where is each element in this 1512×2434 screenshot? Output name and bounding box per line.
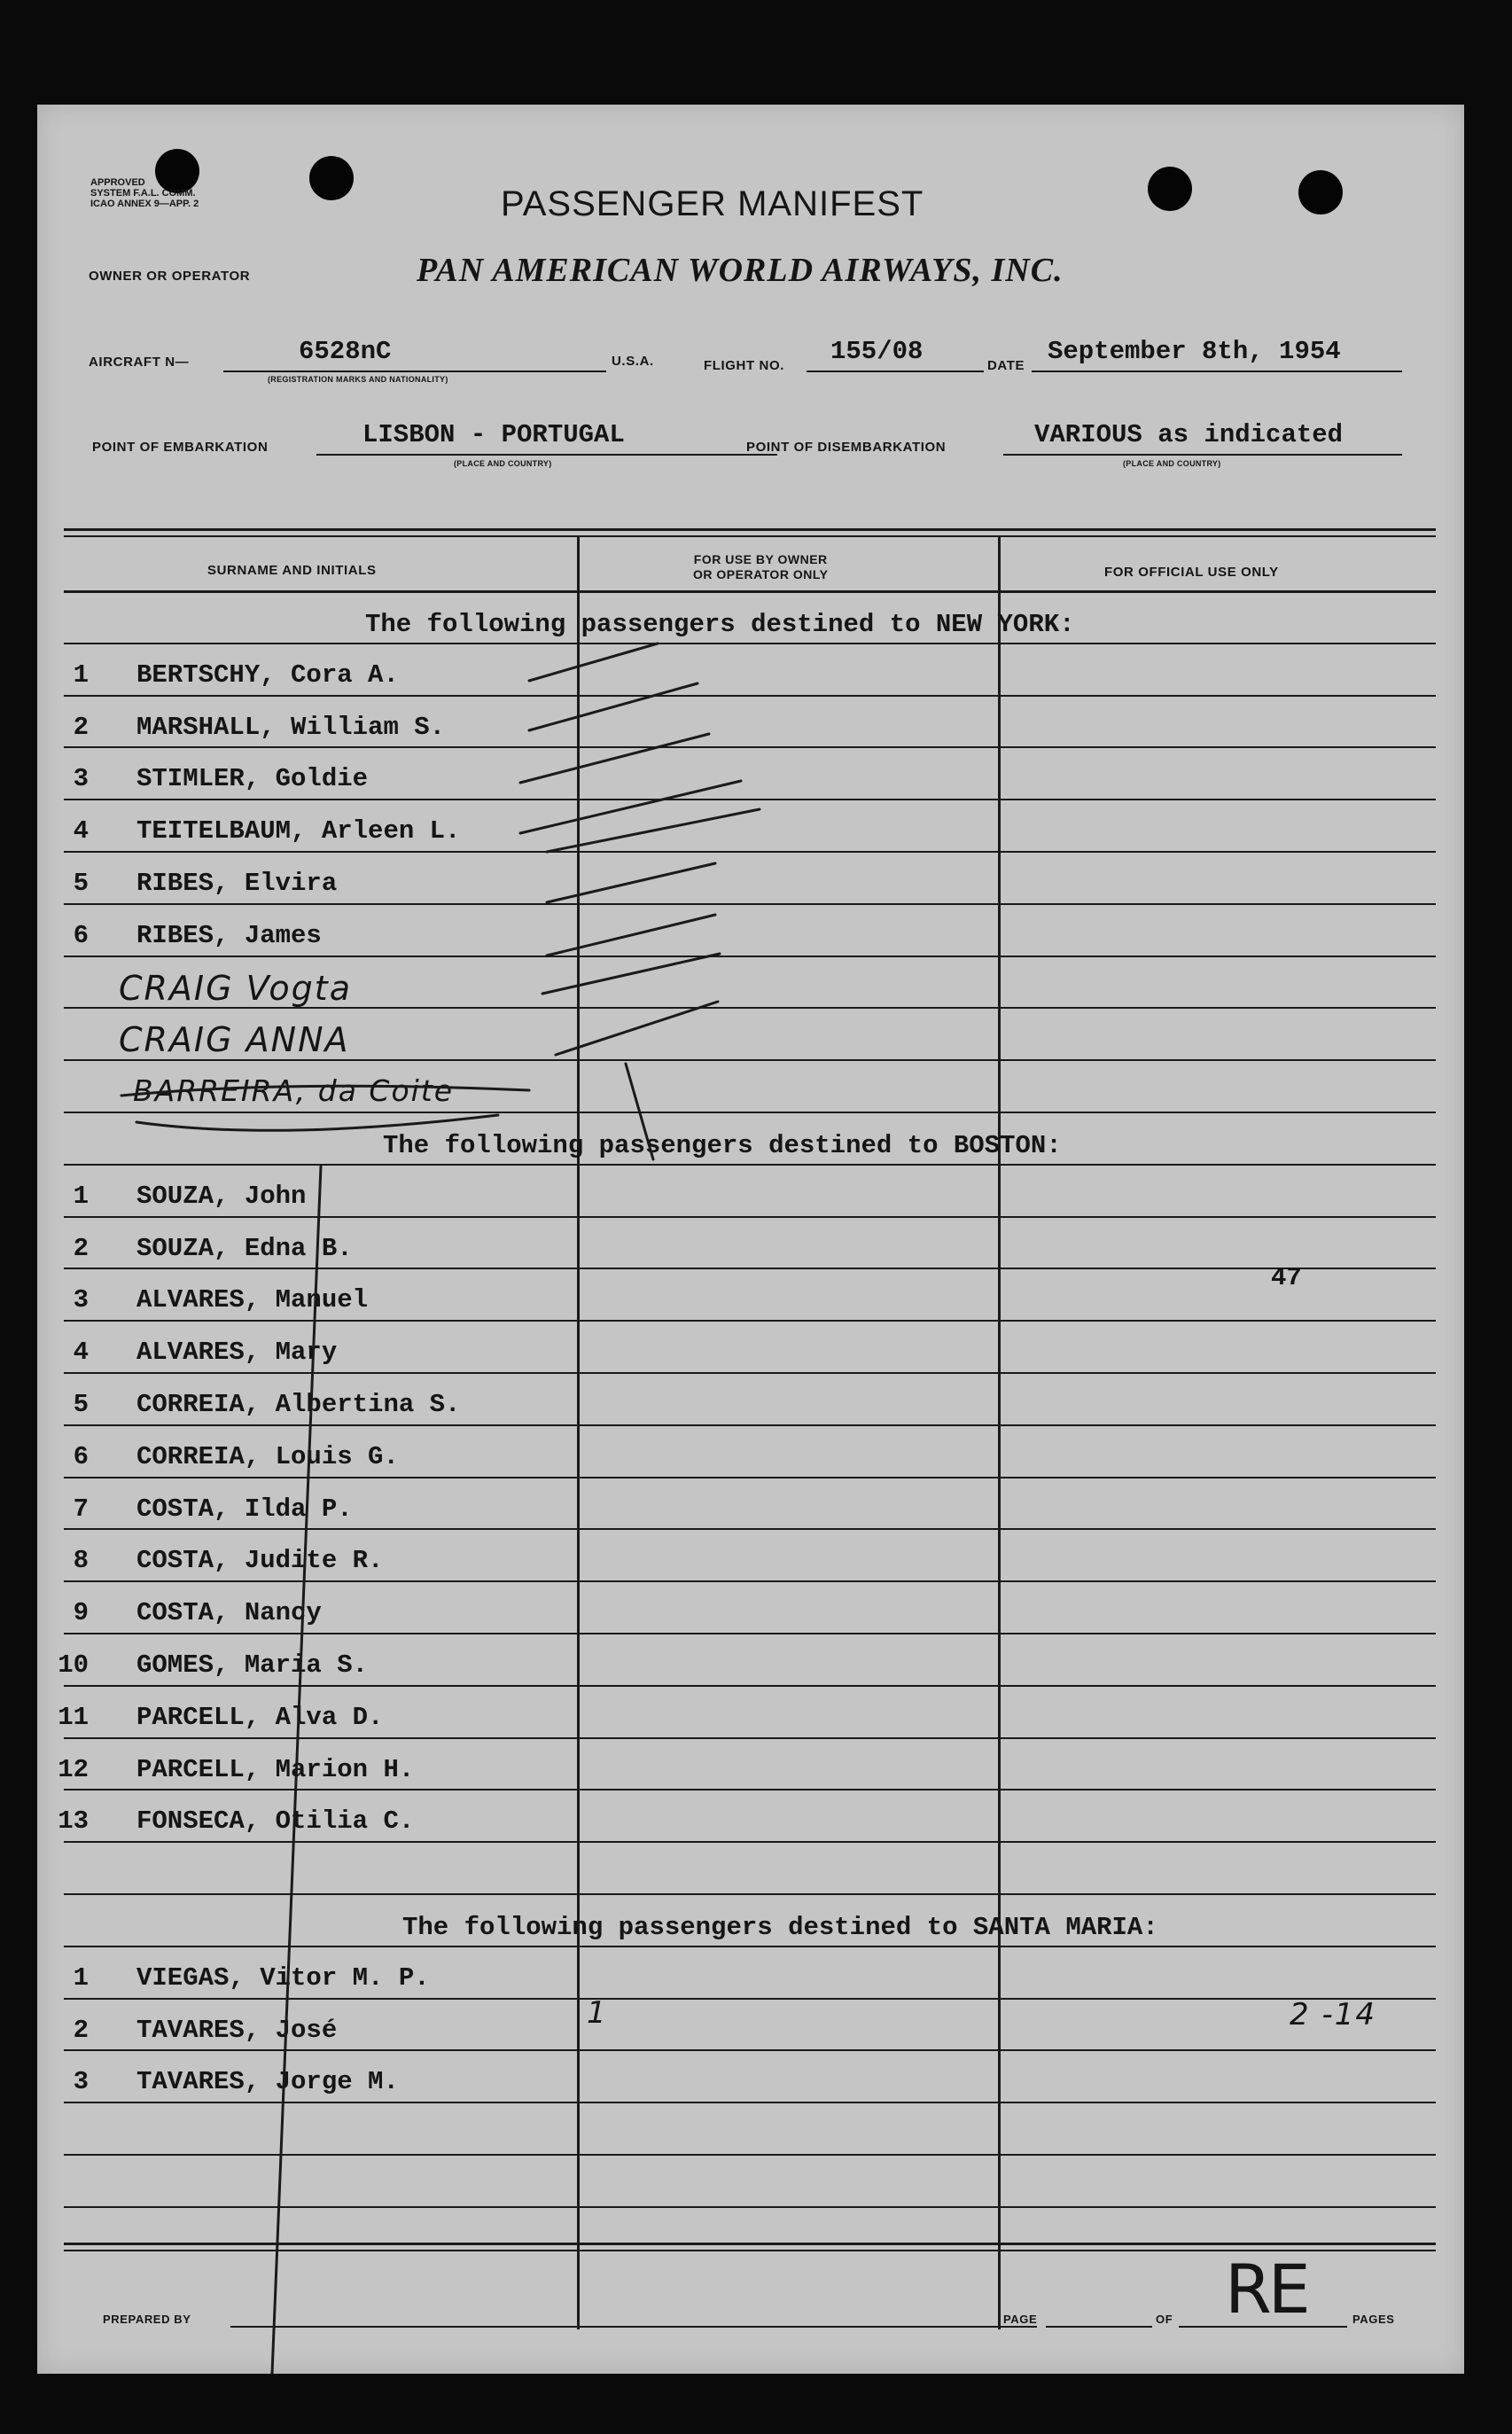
strikethrough: [121, 1086, 529, 1096]
passenger-number: 3: [73, 1285, 89, 1315]
section-heading: The following passengers destined to SANTA MARIA:: [402, 1913, 1158, 1942]
signature-initials: RE: [1225, 2250, 1307, 2329]
passenger-name: BERTSCHY, Cora A.: [136, 660, 399, 690]
operator-header-line: OR OPERATOR ONLY: [693, 567, 829, 581]
passenger-name: COSTA, Judite R.: [136, 1546, 384, 1575]
passenger-number: 11: [58, 1703, 89, 1732]
approval-line: APPROVED: [90, 177, 145, 188]
form-title: PASSENGER MANIFEST: [501, 184, 924, 223]
aircraft-label: AIRCRAFT N—: [89, 355, 190, 370]
owner-label: OWNER OR OPERATOR: [89, 269, 251, 284]
aircraft-value: 6528nC: [299, 337, 392, 366]
passenger-name: COSTA, Nancy: [136, 1598, 322, 1627]
passenger-number: 1: [73, 660, 89, 690]
passenger-number: 7: [73, 1494, 89, 1524]
flight-label: FLIGHT NO.: [704, 358, 784, 373]
official-note: 2 -14: [1290, 1997, 1376, 2032]
passenger-number: 13: [58, 1806, 89, 1836]
passenger-number: 4: [73, 816, 89, 846]
of-label: OF: [1156, 2313, 1173, 2326]
passenger-name: STIMLER, Goldie: [136, 764, 369, 793]
passenger-name: COSTA, Ilda P.: [136, 1494, 353, 1524]
handwritten-name: CRAIG ANNA: [119, 1020, 350, 1059]
pen-tick: [547, 915, 715, 956]
operator-name: PAN AMERICAN WORLD AIRWAYS, INC.: [417, 252, 1064, 289]
passenger-number: 8: [73, 1546, 89, 1575]
operator-header-line: FOR USE BY OWNER: [693, 552, 828, 566]
passenger-name: MARSHALL, William S.: [136, 713, 446, 742]
prepared-by-label: PREPARED BY: [103, 2313, 191, 2326]
date-value: September 8th, 1954: [1048, 337, 1341, 366]
disembarkation-label: POINT OF DISEMBARKATION: [746, 440, 947, 455]
passenger-number: 6: [73, 1442, 89, 1471]
embarkation-value: LISBON - PORTUGAL: [362, 420, 625, 449]
handwritten-name: CRAIG Vogta: [119, 969, 352, 1008]
passenger-number: 3: [73, 764, 89, 793]
pen-tick: [547, 863, 715, 902]
passenger-name: FONSECA, Otilia C.: [136, 1806, 415, 1836]
approval-line: SYSTEM F.A.L. COMM.: [90, 188, 196, 199]
pen-tick: [547, 809, 760, 852]
approval-line: ICAO ANNEX 9—APP. 2: [90, 199, 199, 209]
passenger-name: CORREIA, Louis G.: [136, 1442, 399, 1471]
pen-marks: [37, 105, 1464, 2374]
pen-line: [272, 1166, 321, 2374]
passenger-name: PARCELL, Alva D.: [136, 1703, 384, 1732]
disembarkation-value: VARIOUS as indicated: [1034, 420, 1344, 449]
passenger-number: 1: [73, 1182, 89, 1211]
passenger-number: 10: [58, 1650, 89, 1680]
passenger-name: PARCELL, Marion H.: [136, 1755, 415, 1784]
passenger-number: 1: [73, 1963, 89, 1993]
pen-slash: [626, 1064, 653, 1159]
passenger-name: SOUZA, Edna B.: [136, 1234, 353, 1263]
passenger-name: GOMES, Maria S.: [136, 1650, 369, 1680]
passenger-number: 5: [73, 869, 89, 898]
usa-label: U.S.A.: [612, 354, 654, 369]
passenger-name: SOUZA, John: [136, 1182, 307, 1211]
passenger-name: ALVARES, Manuel: [136, 1285, 369, 1315]
pen-tick: [542, 954, 720, 994]
passenger-name: ALVARES, Mary: [136, 1338, 338, 1367]
surname-header: SURNAME AND INITIALS: [207, 563, 377, 578]
passenger-name: RIBES, James: [136, 921, 322, 950]
passenger-number: 2: [73, 2016, 89, 2045]
passenger-name: TEITELBAUM, Arleen L.: [136, 816, 461, 846]
manifest-sheet: [37, 105, 1464, 2374]
handwritten-name-struck: BARREIRA, da Coite: [133, 1073, 455, 1108]
passenger-number: 6: [73, 921, 89, 950]
passenger-number: 5: [73, 1390, 89, 1419]
passenger-number: 3: [73, 2067, 89, 2096]
passenger-name: TAVARES, Jorge M.: [136, 2067, 399, 2096]
aircraft-sublabel: (REGISTRATION MARKS AND NATIONALITY): [268, 375, 448, 384]
official-note: 47: [1271, 1263, 1302, 1292]
pen-tick: [556, 1002, 718, 1055]
pen-tick: [520, 781, 741, 833]
section-heading: The following passengers destined to NEW YORK:: [365, 610, 1075, 639]
passenger-name: RIBES, Elvira: [136, 869, 338, 898]
official-header: FOR OFFICIAL USE ONLY: [1104, 565, 1279, 580]
passenger-number: 4: [73, 1338, 89, 1367]
pen-tick: [529, 644, 658, 681]
passenger-number: 9: [73, 1598, 89, 1627]
embarkation-sublabel: (PLACE AND COUNTRY): [454, 459, 552, 468]
embarkation-label: POINT OF EMBARKATION: [92, 440, 269, 455]
pen-tick: [520, 734, 709, 783]
operator-note: 1: [587, 1995, 608, 2031]
date-label: DATE: [987, 358, 1025, 373]
passenger-number: 12: [58, 1755, 89, 1784]
passenger-number: 2: [73, 713, 89, 742]
passenger-name: CORREIA, Albertina S.: [136, 1390, 461, 1419]
passenger-name: VIEGAS, Vitor M. P.: [136, 1963, 430, 1993]
flight-value: 155/08: [830, 337, 924, 366]
section-heading: The following passengers destined to BOSTON:: [383, 1131, 1062, 1160]
page-label: PAGE: [1003, 2313, 1038, 2326]
disembarkation-sublabel: (PLACE AND COUNTRY): [1123, 459, 1221, 468]
passenger-number: 2: [73, 1234, 89, 1263]
pen-tick: [529, 683, 698, 730]
pages-label: PAGES: [1352, 2313, 1395, 2326]
underline-loop: [136, 1115, 498, 1130]
passenger-name: TAVARES, José: [136, 2016, 338, 2045]
